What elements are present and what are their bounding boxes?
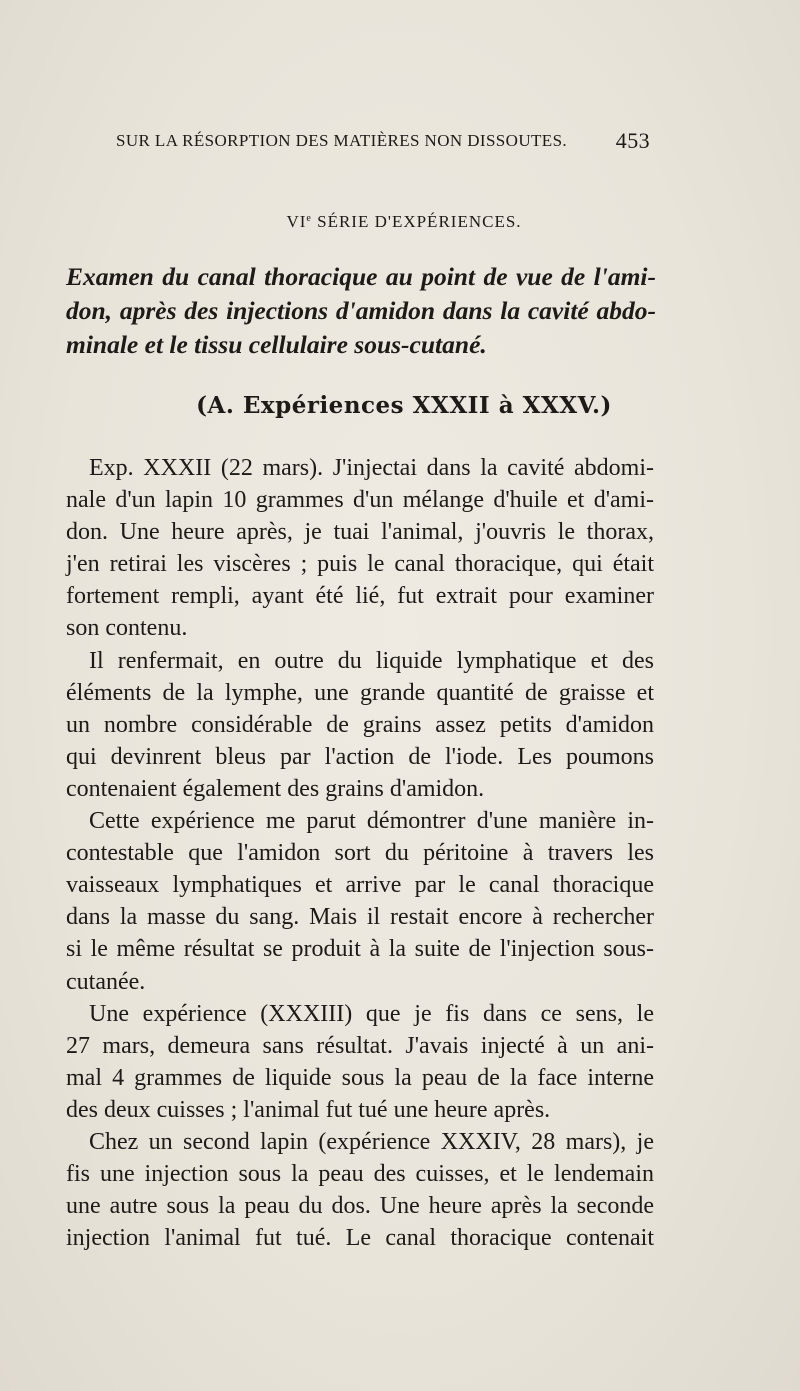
section-title: [66, 260, 656, 362]
text-line: contestable que l'amidon sort du péritoine à travers les: [66, 840, 654, 867]
section-title-line: minale et le tissu cellulaire sous-cutané.: [66, 330, 487, 359]
running-head-title: SUR LA RÉSORPTION DES MATIÈRES NON DISSOUTES.: [116, 131, 568, 150]
text-line: injection l'animal fut tué. Le canal thoracique contenait: [66, 1225, 654, 1252]
paragraph: [66, 805, 654, 998]
text-line: Une expérience (XXXIII) que je fis dans ce sens, le: [89, 1000, 654, 1027]
text-line: Il renfermait, en outre du liquide lymphatique et des: [89, 647, 654, 674]
running-head: [66, 128, 650, 156]
text-line: contenaient également des grains d'amidon.: [66, 775, 485, 802]
series-heading: [0, 212, 800, 232]
text-line: Chez un second lapin (expérience XXXIV, 28 mars), je: [89, 1128, 654, 1155]
series-heading-prefix: VI: [286, 212, 307, 231]
page-number: 453: [615, 128, 650, 153]
section-title-line: don, après des injections d'amidon dans la cavité abdo-: [66, 296, 656, 325]
text-line: une autre sous la peau du dos. Une heure après la seconde: [66, 1193, 654, 1220]
section-title-line: Examen du canal thoracique au point de vue de l'ami-: [66, 262, 656, 291]
text-line: son contenu.: [66, 615, 188, 642]
paragraph: [66, 998, 654, 1126]
series-heading-superscript: e: [306, 213, 312, 224]
text-line: nale d'un lapin 10 grammes d'un mélange d'huile et d'ami-: [66, 487, 654, 514]
series-heading-rest: SÉRIE D'EXPÉRIENCES.: [311, 212, 522, 231]
text-line: fortement rempli, ayant été lié, fut extrait pour examiner: [66, 583, 654, 610]
text-line: don. Une heure après, je tuai l'animal, j'ouvris le thorax,: [66, 519, 654, 546]
text-line: 27 mars, demeura sans résultat. J'avais injecté à un ani-: [66, 1032, 654, 1059]
text-line: Cette expérience me parut démontrer d'une manière in-: [89, 808, 654, 835]
text-line: fis une injection sous la peau des cuisses, et le lendemain: [66, 1161, 654, 1188]
paragraph: [66, 645, 654, 805]
text-line: dans la masse du sang. Mais il restait encore à rechercher: [66, 904, 654, 931]
text-line: mal 4 grammes de liquide sous la peau de la face interne: [66, 1064, 654, 1091]
text-line: des deux cuisses ; l'animal fut tué une heure après.: [66, 1096, 551, 1123]
text-line: vaisseaux lymphatiques et arrive par le canal thoracique: [66, 872, 654, 899]
paragraph: [66, 1126, 654, 1254]
text-line: j'en retirai les viscères ; puis le canal thoracique, qui était: [66, 551, 654, 578]
text-line: cutanée.: [66, 968, 146, 995]
body-text: [66, 452, 654, 1254]
text-line: éléments de la lymphe, une grande quantité de graisse et: [66, 679, 654, 706]
experiments-heading: (A. Expériences XXXII à XXXV.): [196, 392, 612, 419]
text-line: un nombre considérable de grains assez petits d'amidon: [66, 711, 654, 738]
text-line: qui devinrent bleus par l'action de l'iode. Les poumons: [66, 743, 654, 770]
text-line: si le même résultat se produit à la suite de l'injection sous-: [66, 936, 654, 963]
paragraph: [66, 452, 654, 645]
text-line: Exp. XXXII (22 mars). J'injectai dans la cavité abdomi-: [89, 455, 654, 481]
